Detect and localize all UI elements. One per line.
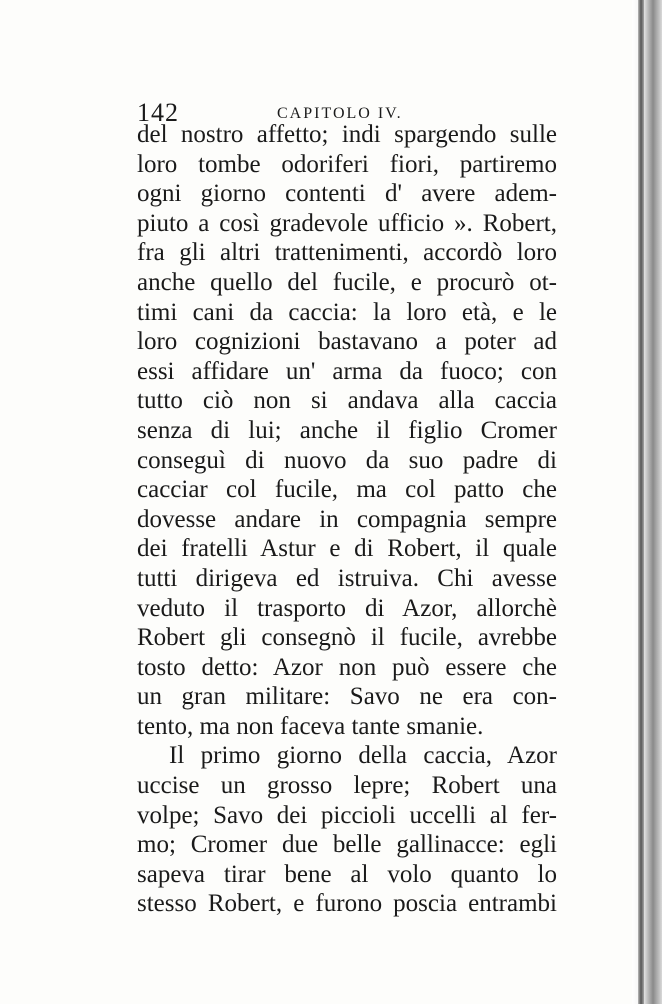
body-text <box>137 120 557 919</box>
text-line-paragraph-start: Il primo giorno della caccia, Azor <box>169 742 557 770</box>
binding-shadow <box>638 0 644 1004</box>
text-line: tosto detto: Azor non può essere che <box>137 653 557 681</box>
text-line: sapeva tirar bene al volo quanto lo <box>137 860 557 888</box>
text-line: conseguì di nuovo da suo padre di <box>137 446 557 474</box>
text-line: senza di lui; anche il figlio Cromer <box>137 416 557 444</box>
text-line: uccise un grosso lepre; Robert una <box>137 772 557 800</box>
text-line: mo; Cromer due belle gallinacce: egli <box>137 831 557 859</box>
text-line: del nostro affetto; indi spargendo sulle <box>137 121 557 148</box>
text-line: stesso Robert, e furono poscia entrambi <box>137 890 557 918</box>
text-line: veduto il trasporto di Azor, allorchè <box>137 594 557 622</box>
text-line: tutti dirigeva ed istruiva. Chi avesse <box>137 564 557 592</box>
text-line: piuto a così gradevole ufficio ». Robert, <box>137 209 557 237</box>
text-line: essi affidare un' arma da fuoco; con <box>137 357 557 385</box>
text-line: tutto ciò non si andava alla caccia <box>137 387 557 415</box>
text-line: dovesse andare in compagnia sempre <box>137 505 557 533</box>
text-line: cacciar col fucile, ma col patto che <box>137 476 557 504</box>
page-number: 142 <box>137 98 179 127</box>
text-line: fra gli altri trattenimenti, accordò loro <box>137 239 557 267</box>
text-line: tento, ma non faceva tante smanie. <box>137 712 484 740</box>
text-line: ogni giorno contenti d' avere adem- <box>137 180 557 208</box>
text-line: dei fratelli Astur e di Robert, il quale <box>137 535 557 563</box>
text-line: timi cani da caccia: la loro età, e le <box>137 298 557 326</box>
text-line: un gran militare: Savo ne era con- <box>137 683 557 711</box>
text-line: volpe; Savo dei piccioli uccelli al fer- <box>137 801 557 829</box>
running-head: CAPITOLO IV. <box>277 105 403 122</box>
text-line: anche quello del fucile, e procurò ot- <box>137 268 557 296</box>
page-edge <box>632 0 662 1004</box>
text-line: Robert gli consegnò il fucile, avrebbe <box>137 624 557 652</box>
text-line: loro tombe odoriferi fiori, partiremo <box>137 150 557 178</box>
text-line: loro cognizioni bastavano a poter ad <box>137 328 557 356</box>
